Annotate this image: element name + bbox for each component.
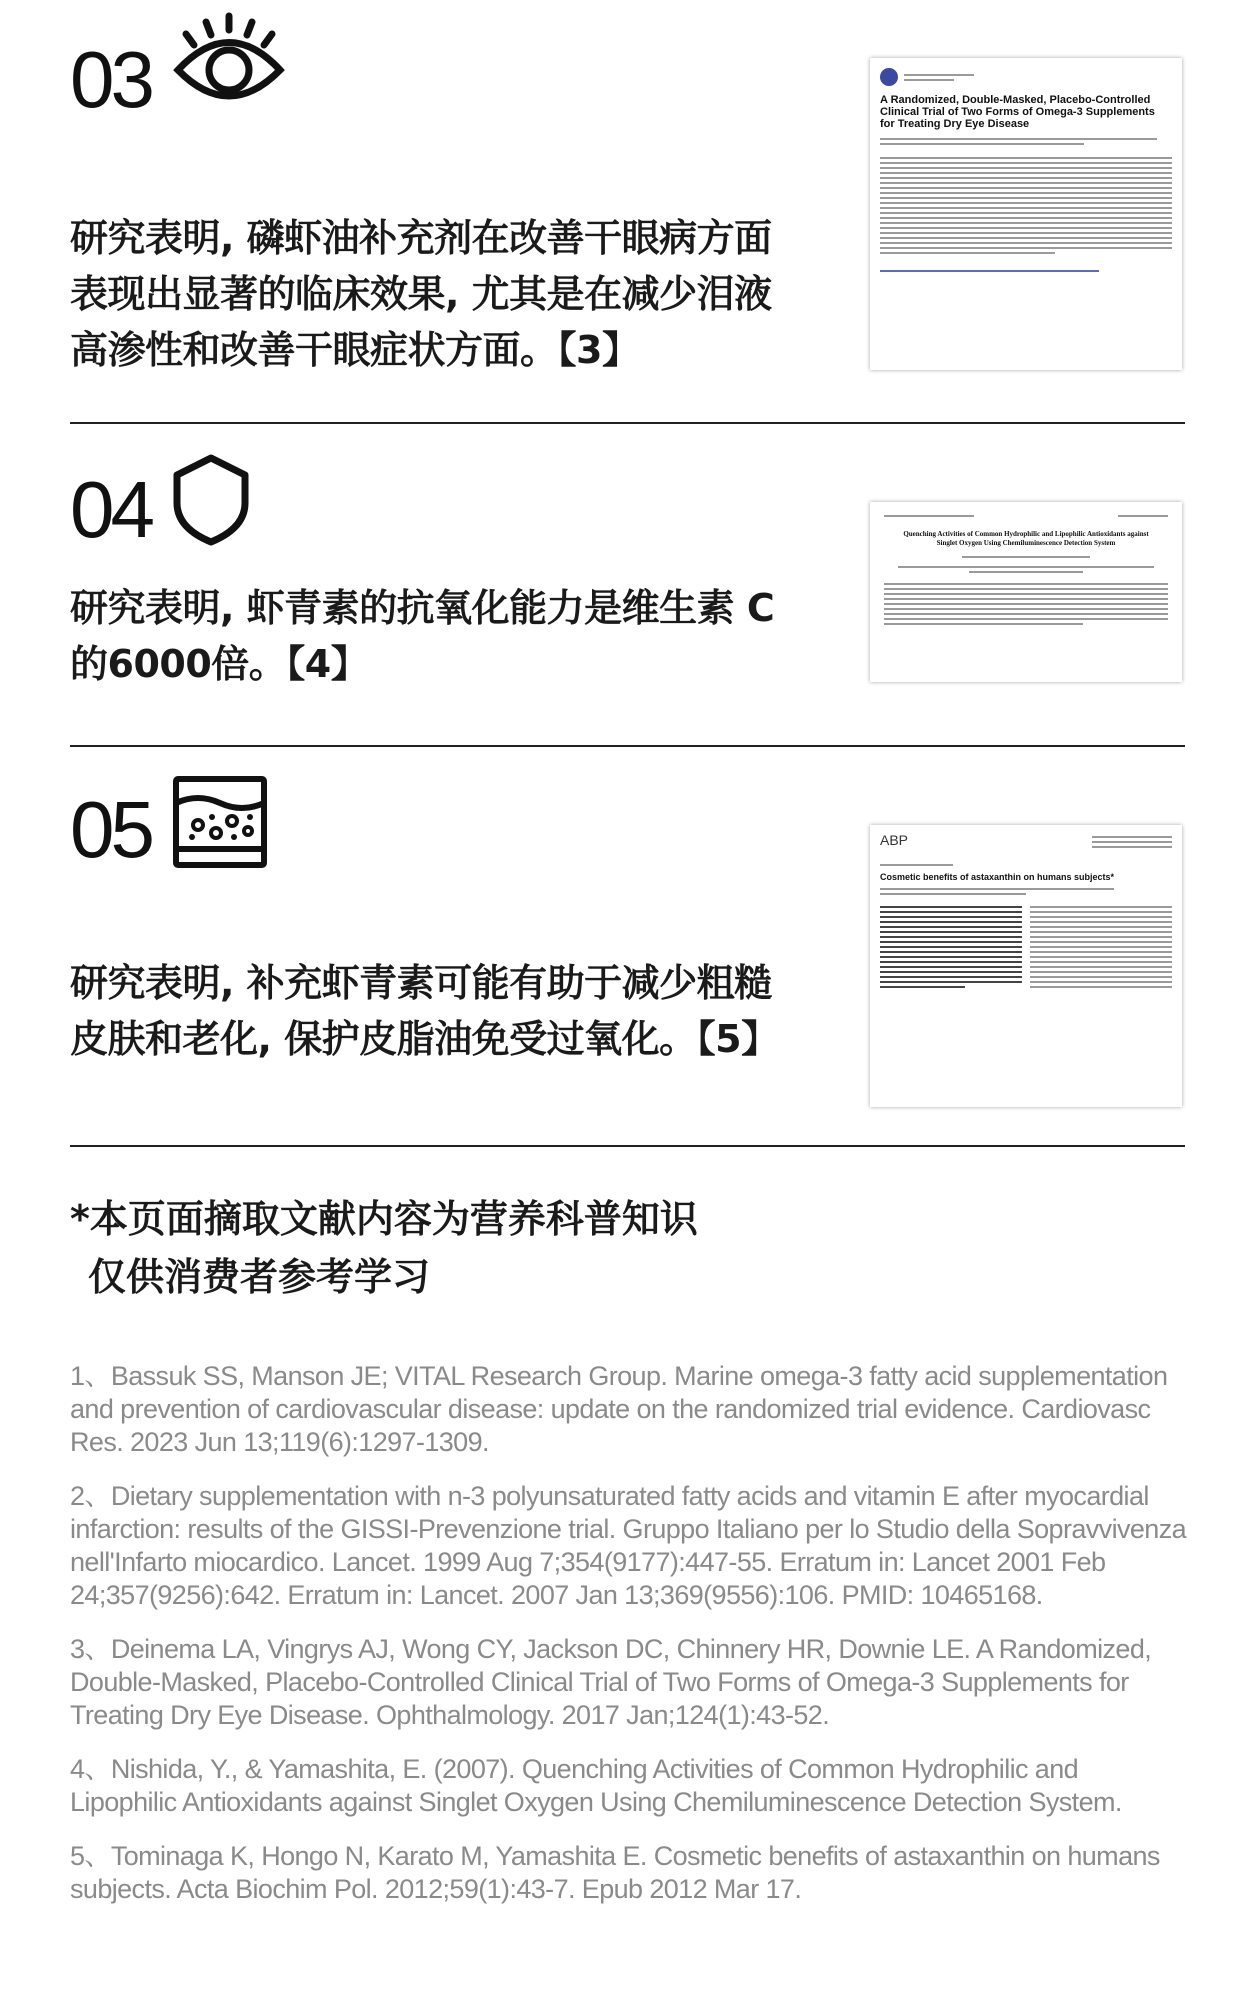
reference-item: 4、Nishida, Y., & Yamashita, E. (2007). Quenching Activities of Common Hydrophilic and Lipophilic Antioxidants against Singlet Oxygen Using Chemiluminescence Detection System. [70, 1754, 1122, 1817]
section-number: 04 [70, 465, 151, 554]
paper-thumbnail[interactable] [870, 502, 1182, 682]
reference-item: 3、Deinema LA, Vingrys AJ, Wong CY, Jackson DC, Chinnery HR, Downie LE. A Randomized, Double-Masked, Placebo-Controlled Clinical Trial of Two Forms of Omega-3 Supplements for Treating Dry Eye Disease. Ophthalmology. 2017 Jan;124(1):43-52. [70, 1634, 1152, 1730]
section-description: 研究表明, 补充虾青素可能有助于减少粗糙皮肤和老化, 保护皮脂油免受过氧化。【5】 [70, 961, 779, 1061]
section-number: 03 [70, 35, 151, 124]
section-divider [70, 1145, 1185, 1147]
section-number: 05 [70, 785, 151, 874]
section-description: 研究表明, 虾青素的抗氧化能力是维生素 C 的6000倍。【4】 [70, 586, 775, 686]
section-divider [70, 422, 1185, 424]
journal-logo-icon [880, 68, 898, 86]
reference-item: 5、Tominaga K, Hongo N, Karato M, Yamashita E. Cosmetic benefits of astaxanthin on humans subjects. Acta Biochim Pol. 2012;59(1):43-7. Epub 2012 Mar 17. [70, 1841, 1160, 1904]
disclaimer-note [70, 1190, 698, 1306]
paper-thumbnail[interactable] [870, 825, 1182, 1107]
journal-logo-icon: ABP [880, 832, 909, 848]
shield-icon [172, 453, 250, 551]
paper-title: Cosmetic benefits of astaxanthin on humans subjects* [880, 872, 1115, 882]
disclaimer-line-1: *本页面摘取文献内容为营养科普知识 [70, 1197, 698, 1241]
section-description: 研究表明, 磷虾油补充剂在改善干眼病方面表现出显著的临床效果, 尤其是在减少泪液高渗性和改善干眼症状方面。【3】 [70, 216, 772, 372]
skin-layer-icon [172, 775, 268, 873]
section-divider [70, 745, 1185, 747]
reference-item: 2、Dietary supplementation with n-3 polyunsaturated fatty acids and vitamin E after myocardial infarction: results of the GISSI-Prevenzione trial. Gruppo Italiano per lo Studio della Sopravvivenza nell'Infarto miocardico. Lancet. 1999 Aug 7;354(9177):447-55. Erratum in: Lancet 2001 Feb 24;357(9256):642. Erratum in: Lancet. 2007 Jan 13;369(9556):106. PMID: 10465168. [70, 1481, 1187, 1610]
disclaimer-line-2: 仅供消费者参考学习 [88, 1255, 431, 1299]
eye-icon [170, 10, 288, 109]
paper-title: A Randomized, Double-Masked, Placebo-Controlled Clinical Trial of Two Forms of Omega-3 Supplements for Treating Dry Eye Disease [880, 94, 1155, 130]
paper-title: Quenching Activities of Common Hydrophilic and Lipophilic Antioxidants against Singlet Oxygen Using Chemiluminescence Detection System [903, 530, 1149, 547]
reference-item: 1、Bassuk SS, Manson JE; VITAL Research Group. Marine omega-3 fatty acid supplementation and prevention of cardiovascular disease: update on the randomized trial evidence. Cardiovasc Res. 2023 Jun 13;119(6):1297-1309. [70, 1361, 1168, 1457]
section-03 [70, 10, 1185, 415]
paper-thumbnail[interactable] [870, 58, 1182, 370]
section-05 [70, 765, 1185, 1145]
section-04 [70, 440, 1185, 740]
references-list [70, 1360, 1190, 1927]
